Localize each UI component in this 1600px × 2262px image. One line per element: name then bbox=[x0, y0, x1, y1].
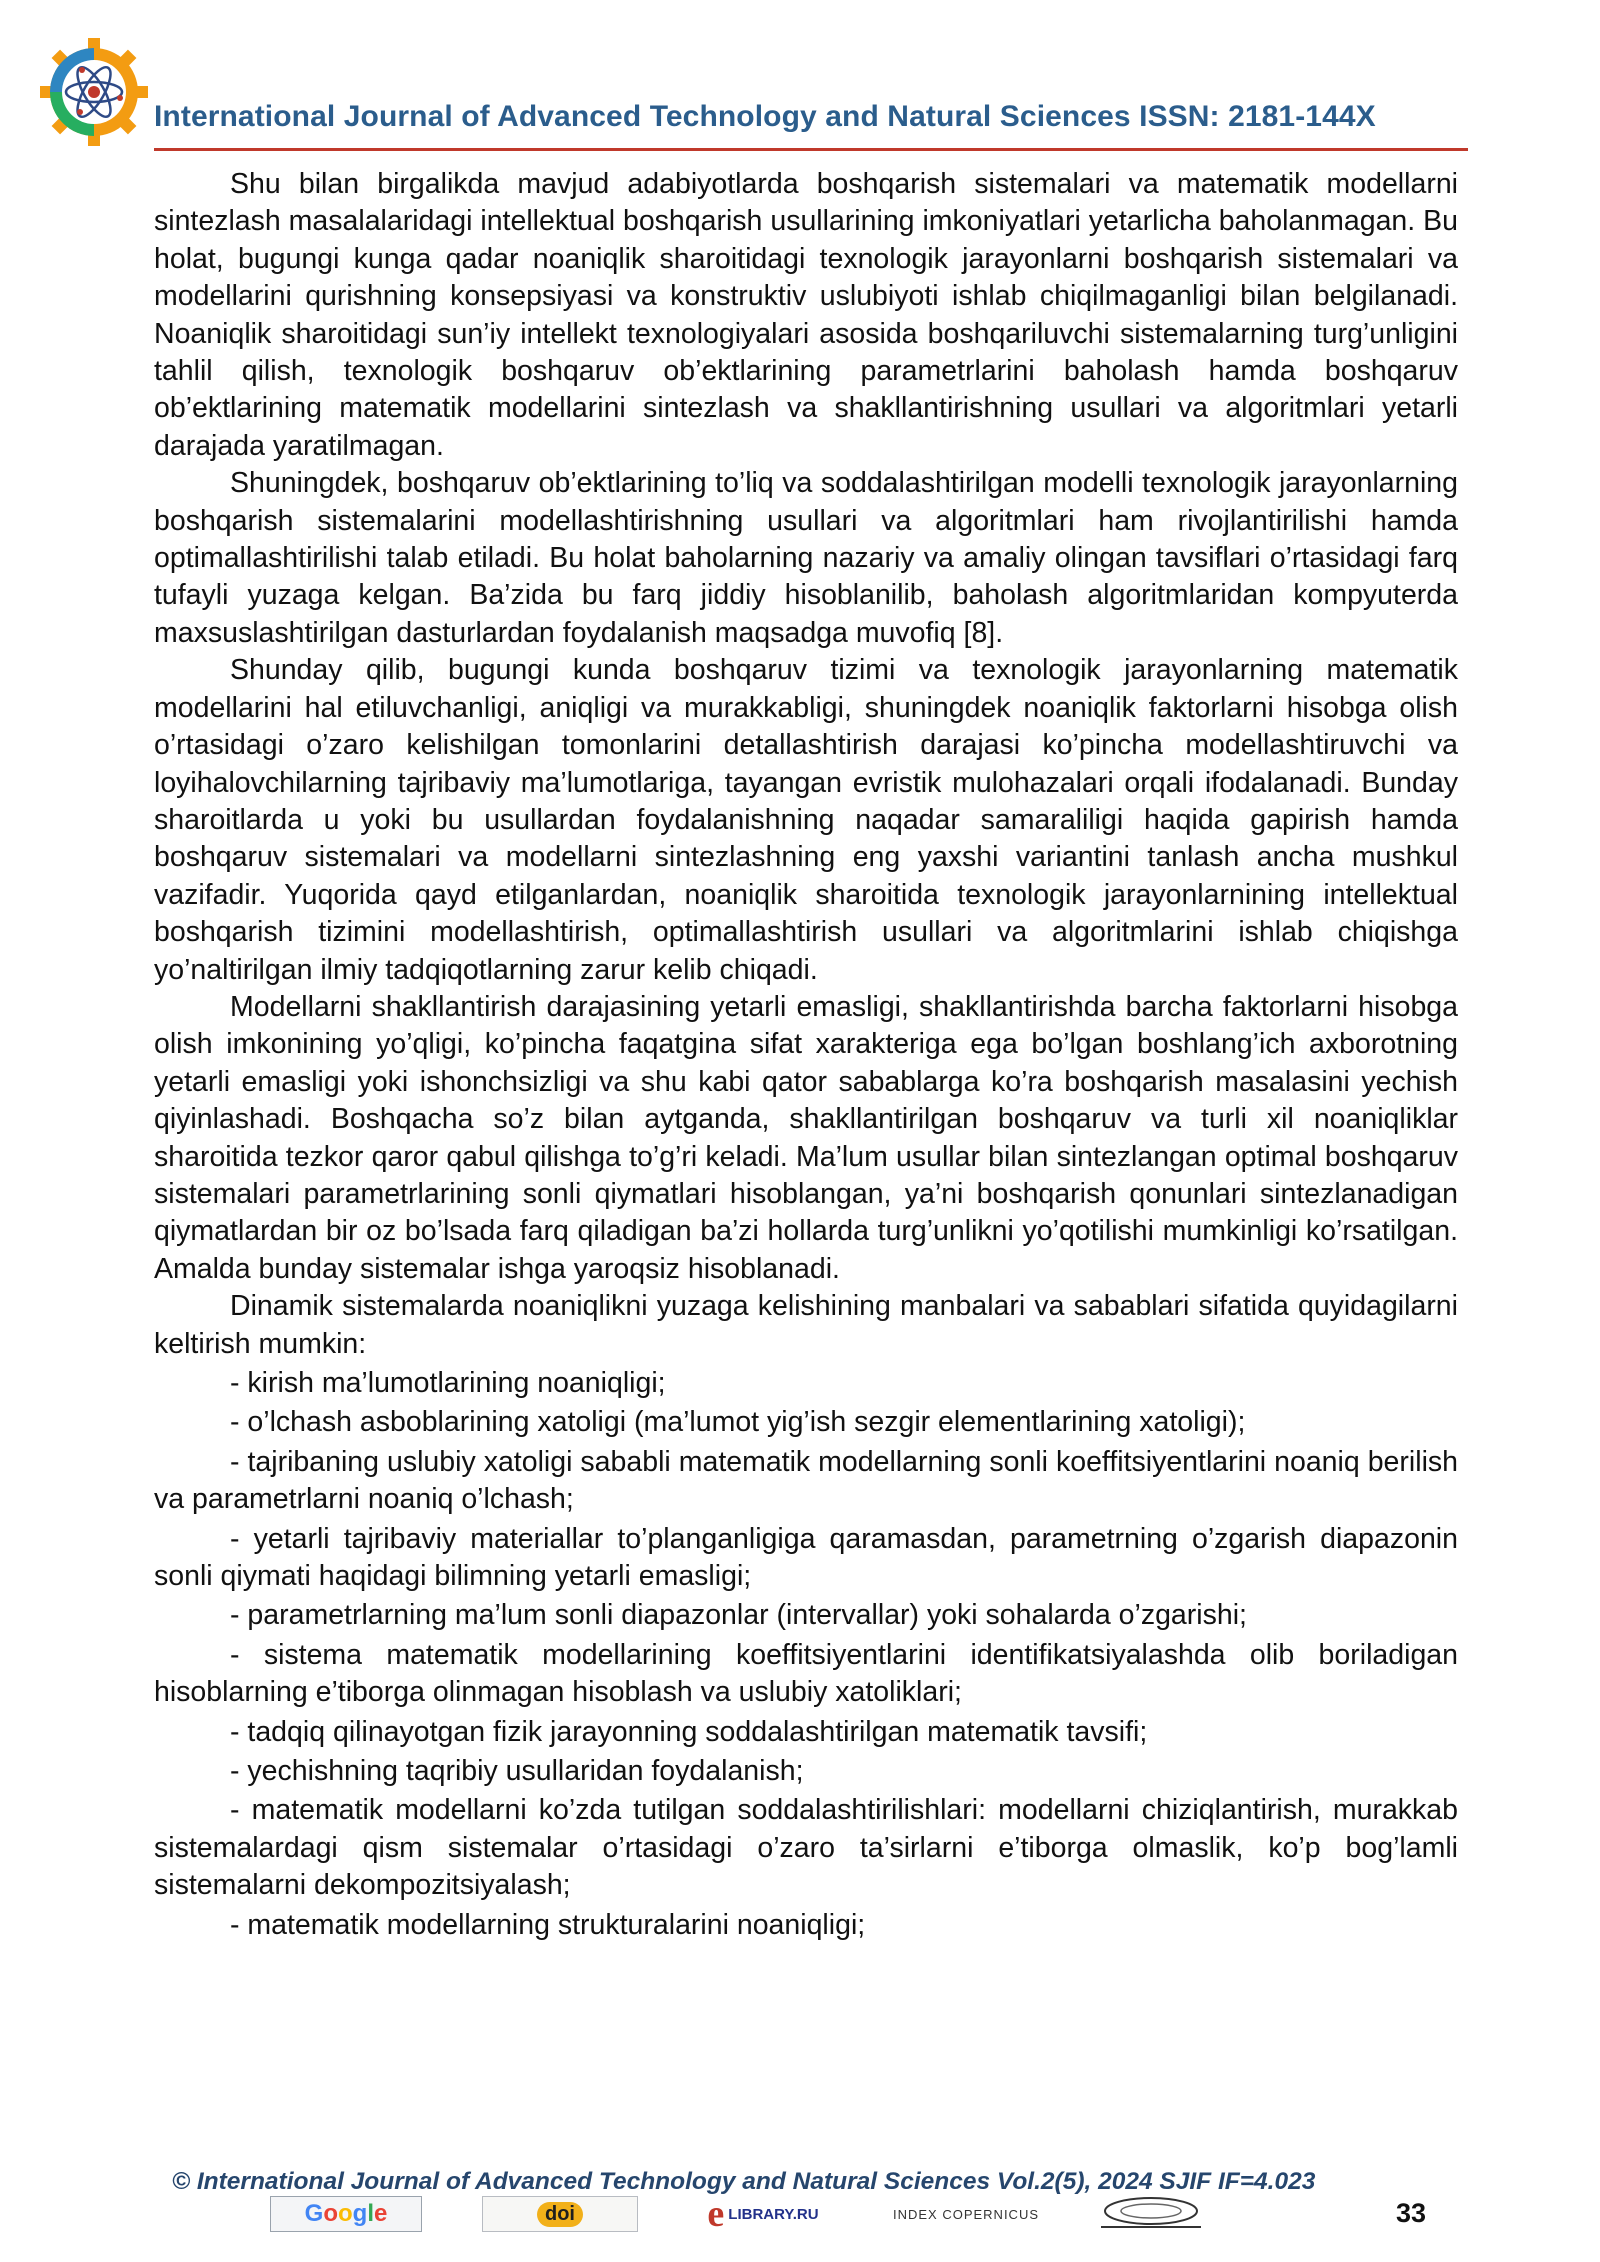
list-item: - o’lchash asboblarining xatoligi (ma’lumot yig’ish sezgir elementlarining xatoligi); bbox=[230, 1406, 1246, 1439]
indexing-logos bbox=[270, 2193, 1260, 2236]
list-item: - tajribaning uslubiy xatoligi sababli matematik modellarning sonli koeffitsiyentlarini noaniq berilish va parametrlarni noaniq o’lchash; bbox=[154, 1445, 1458, 1516]
list-item: - matematik modellarning strukturalarini noaniqligi; bbox=[230, 1908, 866, 1941]
elibrary-label: LIBRARY.RU bbox=[728, 2205, 819, 2223]
list-item: - tadqiq qilinayotgan fizik jarayonning soddalashtirilgan matematik tavsifi; bbox=[230, 1715, 1148, 1748]
footer-citation: © International Journal of Advanced Technology and Natural Sciences Vol.2(5), 2024 SJIF IF=4.023 bbox=[172, 2168, 1316, 2195]
header-divider bbox=[154, 148, 1468, 151]
list-item: - yetarli tajribaviy materiallar to’planganligiga qaramasdan, parametrning o’zgarish diapazonin sonli qiymati haqidagi bilimning yetarli emasligi; bbox=[154, 1522, 1458, 1593]
page-header bbox=[38, 36, 1468, 152]
sjif-logo-icon[interactable] bbox=[1078, 2196, 1224, 2232]
list-item: - sistema matematik modellarining koeffitsiyentlarini identifikatsiyalashda olib boriladigan hisoblarning e’tiborga olinmagan hisoblash va uslubiy xatoliklari; bbox=[154, 1638, 1458, 1709]
paragraph: Shuningdek, boshqaruv ob’ektlarining to’liq va soddalashtirilgan modelli texnologik jarayonlarning boshqarish sistemalarini modellashtirishning usullari va algoritmlari ham rivojlantirilishi hamda optimallashtirilishi talab etiladi. Bu holat baholarning nazariy va amaliy olingan tavsiflari o’rtasidagi farq tufayli yuzaga kelgan. Ba’zida bu farq jiddiy hisoblanilib, baholash algoritmlaridan kompyuterda maxsuslashtirilgan dasturlardan foydalanish maqsadga muvofiq [8]. bbox=[154, 467, 1458, 649]
list-item: - parametrlarning ma’lum sonli diapazonlar (intervallar) yoki sohalarda o’zgarishi; bbox=[230, 1599, 1247, 1632]
page-number: 33 bbox=[1396, 2198, 1427, 2228]
google-scholar-logo[interactable]: G o o g l e bbox=[270, 2196, 422, 2232]
atom-gear-logo-icon bbox=[38, 36, 150, 148]
paragraph: Shu bilan birgalikda mavjud adabiyotlarda boshqarish sistemalari va matematik modellarni sintezlash masalalaridagi intellektual boshqarish usullarining imkoniyatlari yetarlicha baholanmagan. Bu holat, bugungi kunga qadar noaniqlik sharoitidagi texnologik jarayonlarni boshqarish sistemalari va modellarini qurishning konsepsiyasi va konstruktiv uslubiyoti ishlab chiqilmaganligi bilan belgilanadi. Noaniqlik sharoitidagi sun’iy intellekt texnologiyalari asosida boshqariluvchi sistemalarning turg’unligini tahlil qilish, texnologik boshqaruv ob’ektlarining parametrlarini baholash hamda boshqaruv ob’ektlarining matematik modellarini sintezlash va shakllantirishning usullari va algoritmlari yetarli darajada yaratilmagan. bbox=[154, 168, 1458, 462]
doi-badge: doi bbox=[537, 2202, 583, 2227]
paragraph: Shunday qilib, bugungi kunda boshqaruv tizimi va texnologik jarayonlarning matematik modellarini hal etiluvchanligi, aniqligi va murakkabligi, shuningdek noaniqlik faktorlarni hisobga olish o’rtasidagi o’zaro kelishilgan tomonlarini detallashtirish darajasi ko’pincha modellashtiruvchi va loyihalovchilarning tajribaviy ma’lumotlariga, tayangan evristik mulohazalari orqali ifodalanadi. Bunday sharoitlarda u yoki bu usullardan foydalanishning naqadar samaraliligi haqida gapirish hamda boshqaruv sistemalari va modellarni sintezlashning eng yaxshi variantini tanlash ancha mushkul vazifadir. Yuqorida qayd etilganlardan, noaniqlik sharoitida texnologik jarayonlarnining intellektual boshqarish tizimini modellashtirish, optimallashtirish usullari va algoritmlarini ishlab chiqishga yo’naltirilgan ilmiy tadqiqotlarning zarur kelib chiqadi. bbox=[154, 654, 1458, 986]
paragraph: Dinamik sistemalarda noaniqlikni yuzaga kelishining manbalari va sabablari sifatida quyidagilarni keltirish mumkin: bbox=[154, 1290, 1458, 1360]
journal-title: International Journal of Advanced Technology and Natural Sciences ISSN: 2181-144X bbox=[154, 100, 1376, 133]
elibrary-logo[interactable] bbox=[688, 2193, 838, 2235]
index-copernicus-label: INDEX COPERNICUS bbox=[892, 2206, 1040, 2222]
index-copernicus-logo[interactable] bbox=[866, 2196, 1066, 2232]
paragraph: Modellarni shakllantirish darajasining yetarli emasligi, shakllantirishda barcha faktorlarni hisobga olish imkonining yo’qligi, ko’pincha faqatgina sifat xarakteriga ega bo’lgan boshlang’ich axborotning yetarli emasligi yoki ishonchsizligi va shu kabi qator sabablarga ko’ra boshqarish masalasini yechish qiyinlashadi. Boshqacha so’z bilan aytganda, shakllantirilgan boshqaruv va turli xil noaniqliklar sharoitida tezkor qaror qabul qilishga to’g’ri keladi. Ma’lum usullar bilan sintezlangan optimal boshqaruv sistemalari parametrlarining sonli qiymatlari hisoblangan, ya’ni boshqarish qonunlari sintezlanadigan qiymatlardan bir oz bo’lsada farq qiladigan ba’zi hollarda turg’unlikni yo’qotilishi mumkinligi ko’rsatilgan. Amalda bunday sistemalar ishga yaroqsiz hisoblanadi. bbox=[154, 990, 1458, 1285]
elibrary-e-icon: e bbox=[707, 2193, 725, 2235]
list-item: - yechishning taqribiy usullaridan foydalanish; bbox=[230, 1755, 804, 1788]
list-item: - matematik modellarni ko’zda tutilgan soddalashtirilishlari: modellarni chiziqlantirish, murakkab sistemalardagi qism sistemalar o’rtasidagi o’zaro ta’sirlarni e’tiborga olmaslik, ko’p bog’lamli sistemalarni dekompozitsiyalash; bbox=[154, 1794, 1458, 1902]
article-body bbox=[154, 166, 1458, 1944]
list-item: - kirish ma’lumotlarining noaniqligi; bbox=[230, 1367, 666, 1399]
doi-logo[interactable] bbox=[482, 2196, 638, 2232]
